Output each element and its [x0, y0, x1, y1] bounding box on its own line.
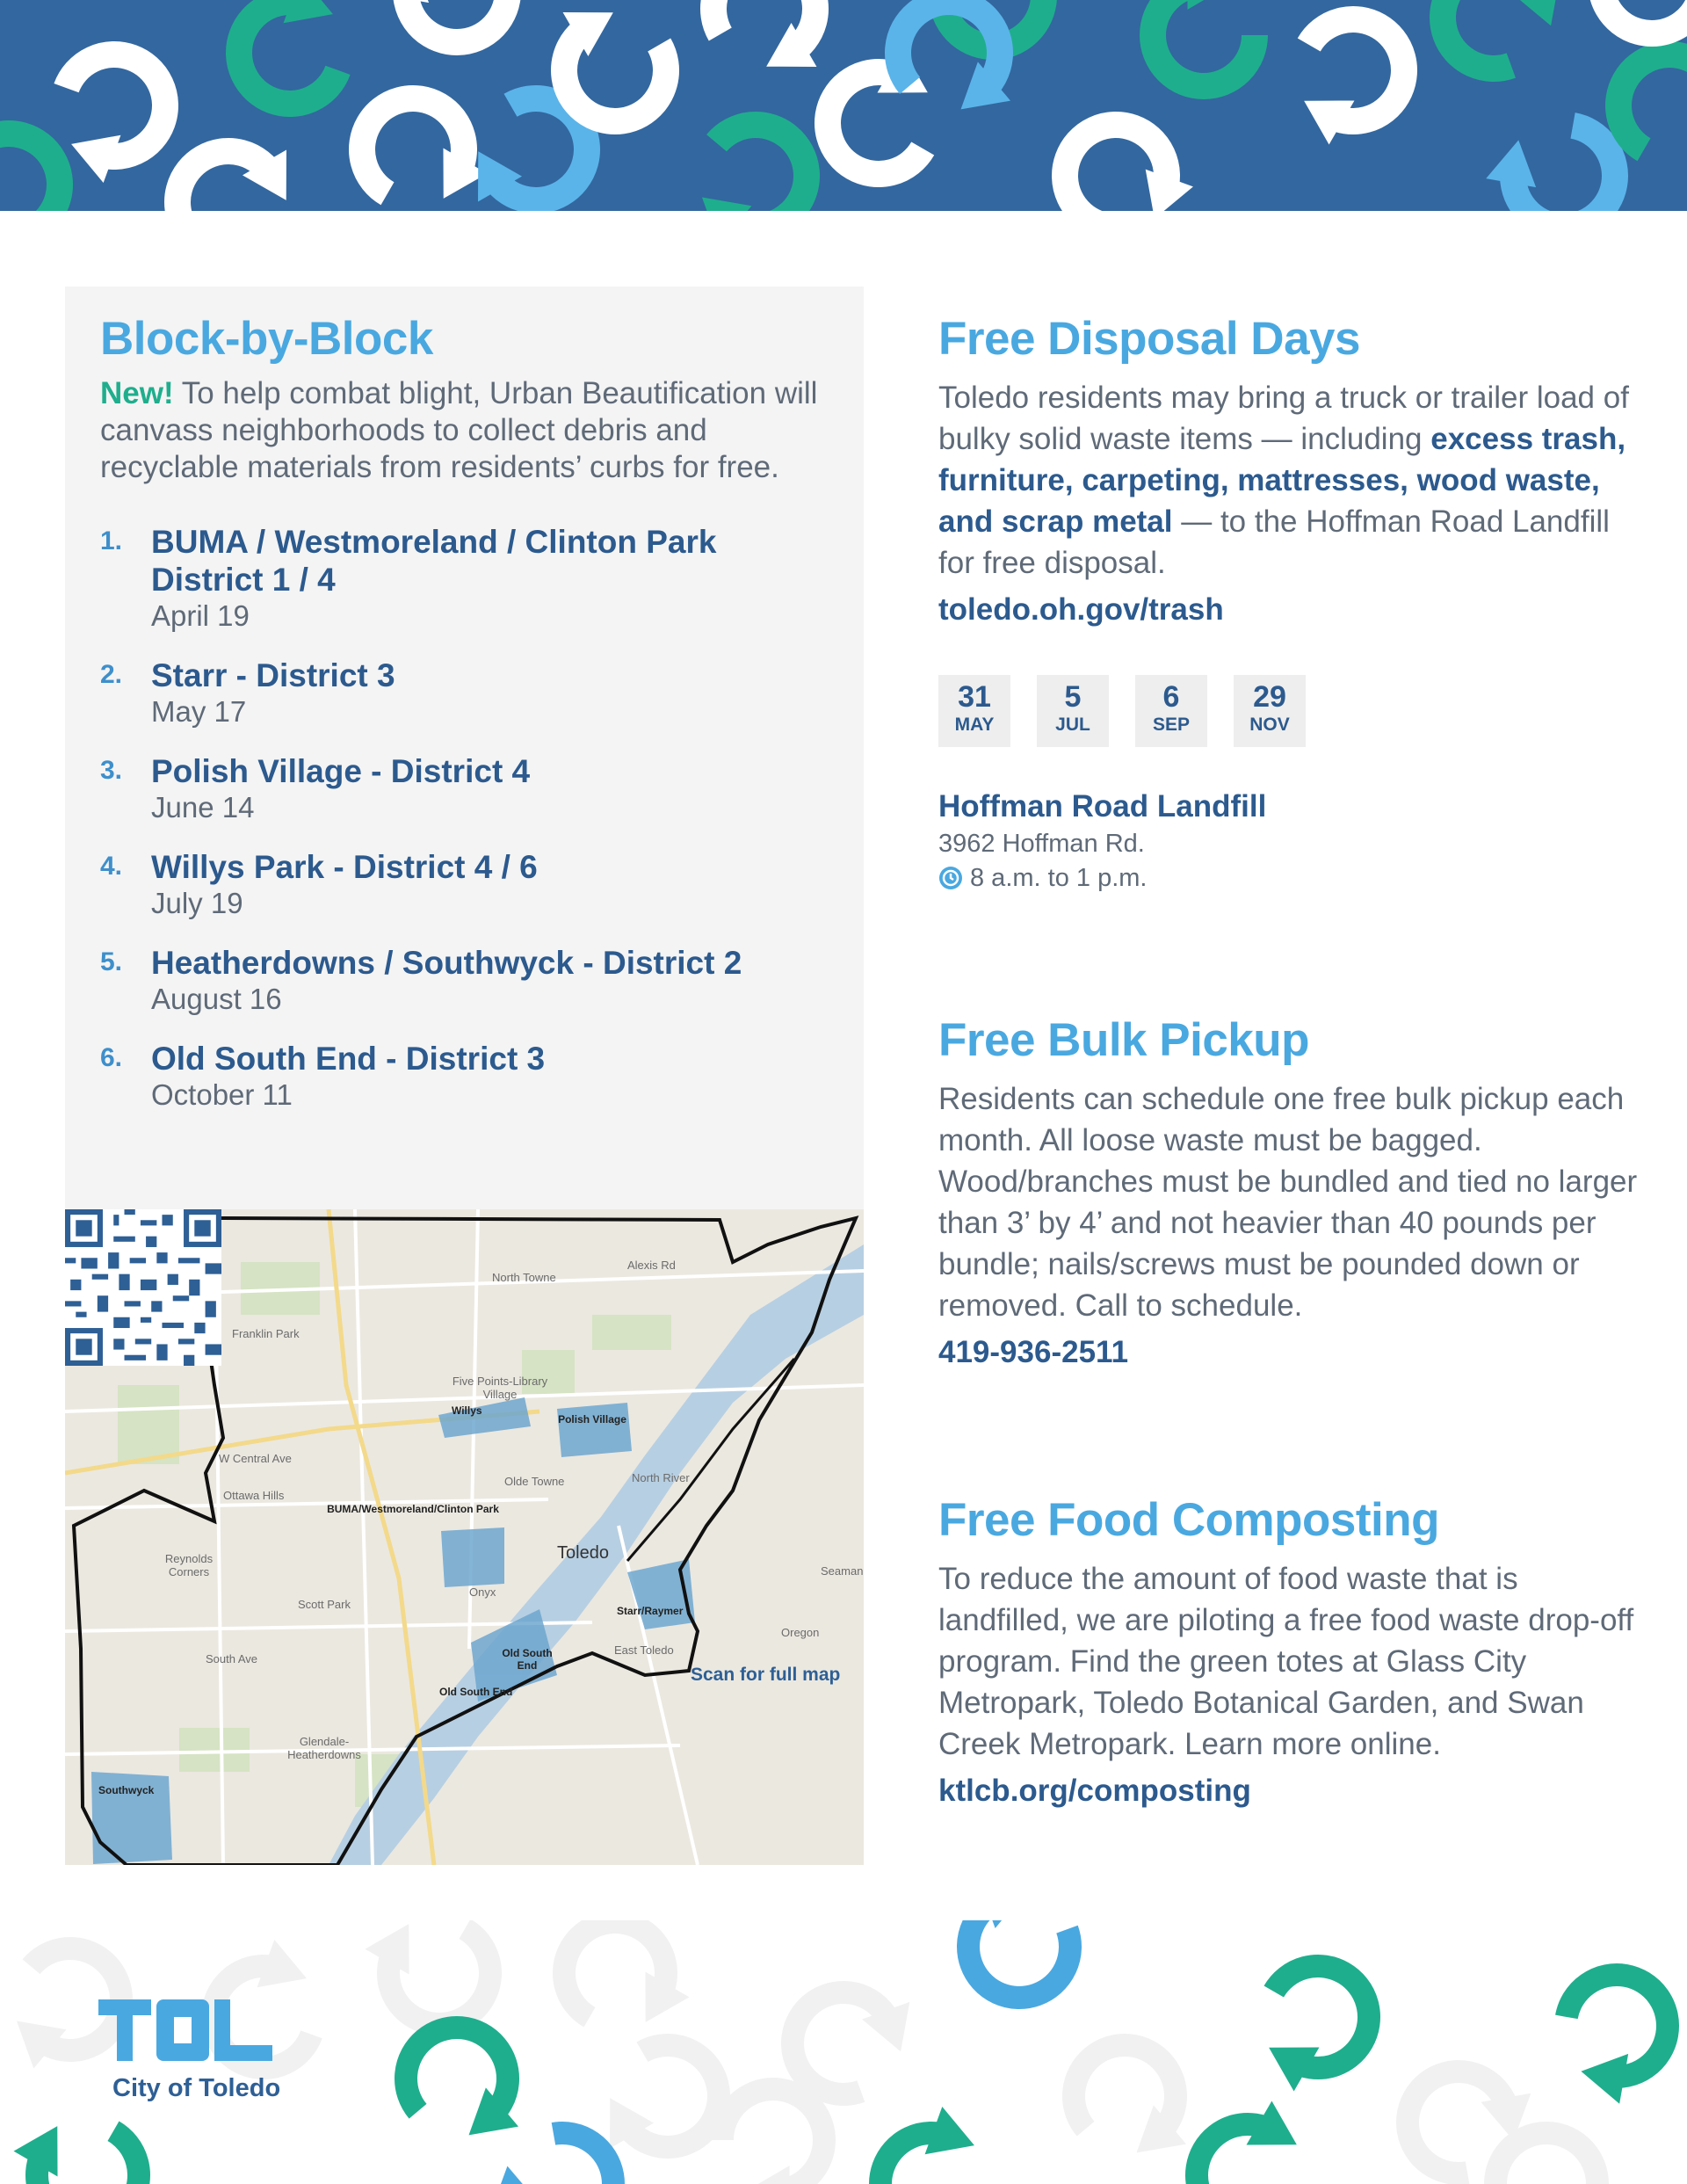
- tol-wordmark: [98, 1999, 274, 2061]
- district-date: July 19: [151, 886, 243, 919]
- map-label: Glendale-Heatherdowns: [287, 1735, 361, 1761]
- trash-link[interactable]: toledo.oh.gov/trash: [938, 591, 1224, 627]
- map-label: W Central Ave: [219, 1452, 292, 1465]
- map-label-starr-raymer: Starr/Raymer: [617, 1605, 684, 1617]
- venue-info: [938, 789, 1641, 893]
- map-label: North River: [632, 1471, 690, 1484]
- free-bulk-section: [938, 1014, 1641, 1370]
- map-label: East Toledo: [614, 1643, 674, 1657]
- map-label-buma: BUMA/Westmoreland/Clinton Park: [327, 1503, 499, 1515]
- map-label: Toledo: [557, 1543, 609, 1563]
- district-map: [65, 1209, 864, 1865]
- map-label: Franklin Park: [232, 1327, 300, 1340]
- clock-icon: [938, 866, 963, 890]
- free-disposal-text-bold: excess trash, furniture, carpeting, mattresses, wood waste, and scrap metal: [938, 421, 1626, 539]
- map-label-polish-village: Polish Village: [558, 1413, 626, 1426]
- recycle-arrow-icon: [0, 0, 1687, 211]
- composting-section: [938, 1494, 1641, 1809]
- scan-label: Scan for full map: [691, 1665, 841, 1685]
- free-bulk-text: Residents can schedule one free bulk pickup each month. All loose waste must be bagged. Wood/branches must be bundled and tied no larger than 3’ by 4’ and not heavier than 40 pounds per bundle; nails/screws must be pounded down or removed. Call to schedule.: [938, 1081, 1638, 1323]
- list-number: 3.: [100, 755, 123, 785]
- district-date: April 19: [151, 599, 250, 632]
- map-label-willys: Willys: [452, 1404, 482, 1417]
- disposal-dates: [938, 675, 1641, 747]
- list-number: 6.: [100, 1042, 123, 1072]
- district-name: Heatherdowns / Southwyck - District 2: [151, 944, 742, 981]
- logo-caption: City of Toledo: [112, 2074, 281, 2102]
- map-label-southwyck: Southwyck: [98, 1784, 155, 1796]
- map-label: Ottawa Hills: [223, 1489, 285, 1502]
- district-name: Polish Village - District 4: [151, 752, 531, 789]
- map-label: Five Points-Library Village: [452, 1375, 548, 1401]
- date-month: JUL: [1055, 714, 1090, 735]
- composting-text: To reduce the amount of food waste that is landfilled, we are piloting a free food waste drop-off program. Find the green totes at Glass City Metropark, Toledo Botanical Garden, and Swan Creek Metropark. Learn more online.: [938, 1561, 1634, 1761]
- block-by-block-title: Block-by-Block: [100, 313, 433, 365]
- district-name: BUMA / Westmoreland / Clinton Park District 1 / 4: [151, 523, 717, 598]
- list-number: 1.: [100, 526, 123, 555]
- free-disposal-text: [938, 377, 1641, 584]
- date-month: MAY: [954, 714, 995, 735]
- map-label: Seaman: [821, 1564, 864, 1578]
- date-day: 5: [1064, 679, 1082, 714]
- map-label: Oregon: [781, 1626, 820, 1639]
- district-date: October 11: [151, 1077, 293, 1111]
- district-date: May 17: [151, 694, 247, 728]
- map-label: South Ave: [206, 1652, 258, 1665]
- recycle-arrows-pattern: [0, 0, 1687, 211]
- date-day: 31: [958, 679, 991, 714]
- list-number: 5.: [100, 947, 123, 976]
- date-month: SEP: [1152, 714, 1191, 735]
- composting-link[interactable]: ktlcb.org/composting: [938, 1773, 1251, 1808]
- list-number: 2.: [100, 659, 123, 689]
- free-disposal-text-1: Toledo residents may bring a truck or trailer load of bulky solid waste items — including: [938, 380, 1629, 456]
- district-schedule-list: [100, 523, 829, 1113]
- district-name: Old South End - District 3: [151, 1040, 546, 1077]
- map-label: Reynolds Corners: [164, 1552, 214, 1578]
- date-month: NOV: [1249, 714, 1290, 735]
- list-item: [100, 523, 829, 634]
- bulk-phone-link[interactable]: 419-936-2511: [938, 1334, 1129, 1369]
- list-item: [100, 752, 829, 825]
- free-disposal-title: Free Disposal Days: [938, 313, 1361, 365]
- map-label: Scott Park: [298, 1598, 351, 1611]
- free-disposal-section: [938, 313, 1641, 893]
- district-name: Willys Park - District 4 / 6: [151, 848, 538, 885]
- header-pattern-band: [0, 0, 1687, 211]
- intro-text: To help combat blight, Urban Beautification will canvass neighborhoods to collect debris and recyclable materials from residents’ curbs for free.: [100, 375, 818, 484]
- venue-address: 3962 Hoffman Rd.: [938, 829, 1145, 858]
- list-number: 4.: [100, 851, 123, 881]
- venue-name: Hoffman Road Landfill: [938, 788, 1267, 824]
- date-day: 29: [1253, 679, 1286, 714]
- list-item: [100, 1040, 829, 1113]
- district-date: August 16: [151, 982, 282, 1015]
- date-day: 6: [1162, 679, 1180, 714]
- composting-title: Free Food Composting: [938, 1494, 1440, 1546]
- block-by-block-intro: [100, 375, 829, 486]
- map-label: Onyx: [469, 1585, 496, 1599]
- district-date: June 14: [151, 790, 255, 824]
- date-tile: [938, 675, 1010, 747]
- new-tag: New!: [100, 375, 174, 410]
- list-item: [100, 657, 829, 729]
- map-label-old-south-end: Old South End: [502, 1647, 553, 1672]
- map-label-old-south-end-2: Old South End: [439, 1686, 513, 1698]
- block-by-block-panel: [65, 287, 864, 1209]
- list-item: [100, 944, 829, 1017]
- map-label: North Towne: [492, 1271, 556, 1284]
- city-of-toledo-logo: [98, 1999, 292, 2103]
- date-tile: [1234, 675, 1306, 747]
- map-label: Alexis Rd: [627, 1259, 676, 1272]
- date-tile: [1037, 675, 1109, 747]
- map-label: Olde Towne: [504, 1475, 565, 1488]
- list-item: [100, 848, 829, 921]
- qr-code[interactable]: [65, 1209, 221, 1366]
- free-bulk-title: Free Bulk Pickup: [938, 1014, 1310, 1066]
- district-name: Starr - District 3: [151, 657, 395, 693]
- venue-hours-text: 8 a.m. to 1 p.m.: [970, 863, 1148, 892]
- free-disposal-text-2: — to the Hoffman Road Landfill for free disposal.: [938, 504, 1610, 580]
- venue-hours: [938, 864, 1641, 893]
- date-tile: [1135, 675, 1207, 747]
